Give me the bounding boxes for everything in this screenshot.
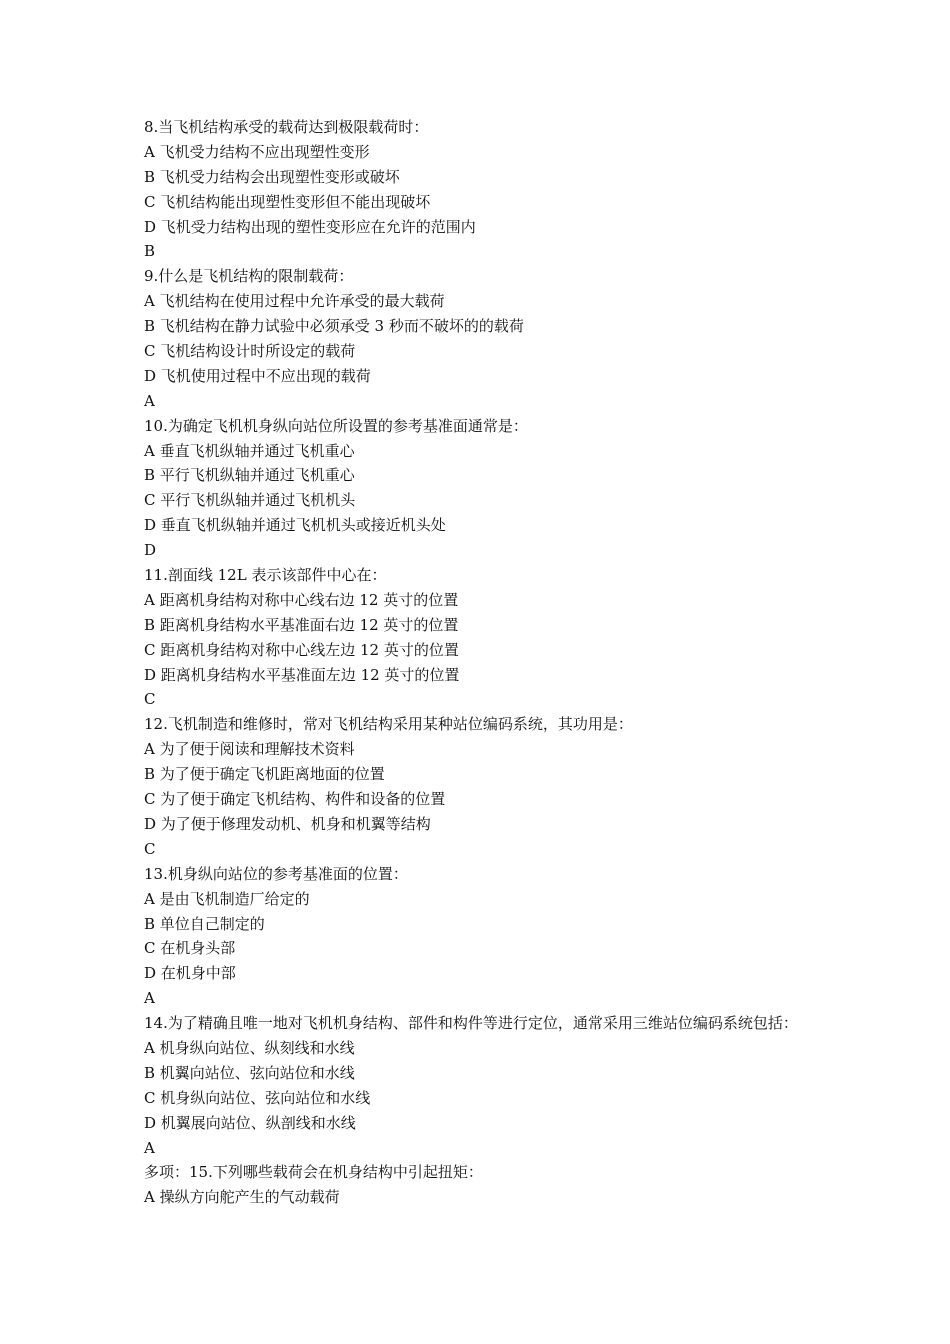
document-page: [144, 115, 814, 1210]
question-11-option-c: C 距离机身结构对称中心线左边 12 英寸的位置: [144, 640, 459, 659]
question-12-answer: C: [144, 839, 156, 858]
question-14-stem: 14.为了精确且唯一地对飞机机身结构、部件和构件等进行定位，通常采用三维站位编码系统包括：: [144, 1014, 798, 1033]
question-13-option-b: B 单位自己制定的: [144, 914, 265, 933]
question-14-option-c: C 机身纵向站位、弦向站位和水线: [144, 1088, 371, 1107]
question-12-option-b: B 为了便于确定飞机距离地面的位置: [144, 765, 385, 784]
question-9-answer: A: [144, 391, 155, 410]
question-13-option-d: D 在机身中部: [144, 964, 236, 983]
question-15-stem: 多项：15.下列哪些载荷会在机身结构中引起扭矩：: [144, 1163, 483, 1182]
question-10-option-a: A 垂直飞机纵轴并通过飞机重心: [144, 441, 355, 460]
question-12-option-c: C 为了便于确定飞机结构、构件和设备的位置: [144, 790, 446, 809]
question-9-option-b: B 飞机结构在静力试验中必须承受 3 秒而不破坏的的载荷: [144, 317, 524, 336]
question-12-option-d: D 为了便于修理发动机、机身和机翼等结构: [144, 814, 431, 833]
question-10-stem: 10.为确定飞机机身纵向站位所设置的参考基准面通常是：: [144, 416, 528, 435]
question-12-option-a: A 为了便于阅读和理解技术资料: [144, 740, 355, 759]
question-12-stem: 12.飞机制造和维修时，常对飞机结构采用某种站位编码系统，其功用是：: [144, 715, 633, 734]
question-9-option-d: D 飞机使用过程中不应出现的载荷: [144, 366, 371, 385]
question-11-answer: C: [144, 690, 156, 709]
question-11-stem: 11.剖面线 12L 表示该部件中心在：: [144, 566, 387, 585]
question-10-answer: D: [144, 541, 157, 560]
question-10-option-c: C 平行飞机纵轴并通过飞机机头: [144, 491, 356, 510]
question-11-option-b: B 距离机身结构水平基准面右边 12 英寸的位置: [144, 615, 459, 634]
question-14-option-b: B 机翼向站位、弦向站位和水线: [144, 1063, 355, 1082]
question-14-option-d: D 机翼展向站位、纵剖线和水线: [144, 1113, 356, 1132]
question-8-answer: B: [144, 242, 156, 261]
question-15-option-a: A 操纵方向舵产生的气动载荷: [144, 1188, 340, 1207]
question-8-option-a: A 飞机受力结构不应出现塑性变形: [144, 142, 370, 161]
question-13-stem: 13.机身纵向站位的参考基准面的位置：: [144, 864, 408, 883]
question-14-option-a: A 机身纵向站位、纵刻线和水线: [144, 1038, 355, 1057]
question-13-answer: A: [144, 989, 155, 1008]
question-8-option-b: B 飞机受力结构会出现塑性变形或破坏: [144, 167, 400, 186]
question-9-option-a: A 飞机结构在使用过程中允许承受的最大载荷: [144, 292, 445, 311]
question-13-option-c: C 在机身头部: [144, 939, 236, 958]
question-9-stem: 9.什么是飞机结构的限制载荷：: [144, 267, 354, 286]
question-8-option-d: D 飞机受力结构出现的塑性变形应在允许的范围内: [144, 217, 476, 236]
question-11-option-a: A 距离机身结构对称中心线右边 12 英寸的位置: [144, 590, 459, 609]
question-8-stem: 8.当飞机结构承受的载荷达到极限载荷时：: [144, 118, 429, 136]
question-8-option-c: C 飞机结构能出现塑性变形但不能出现破坏: [144, 192, 431, 211]
question-9-option-c: C 飞机结构设计时所设定的载荷: [144, 342, 356, 361]
question-10-option-d: D 垂直飞机纵轴并通过飞机机头或接近机头处: [144, 516, 446, 535]
question-11-option-d: D 距离机身结构水平基准面左边 12 英寸的位置: [144, 665, 460, 684]
question-14-answer: A: [144, 1138, 155, 1157]
question-10-option-b: B 平行飞机纵轴并通过飞机重心: [144, 466, 355, 485]
question-13-option-a: A 是由飞机制造厂给定的: [144, 889, 310, 908]
